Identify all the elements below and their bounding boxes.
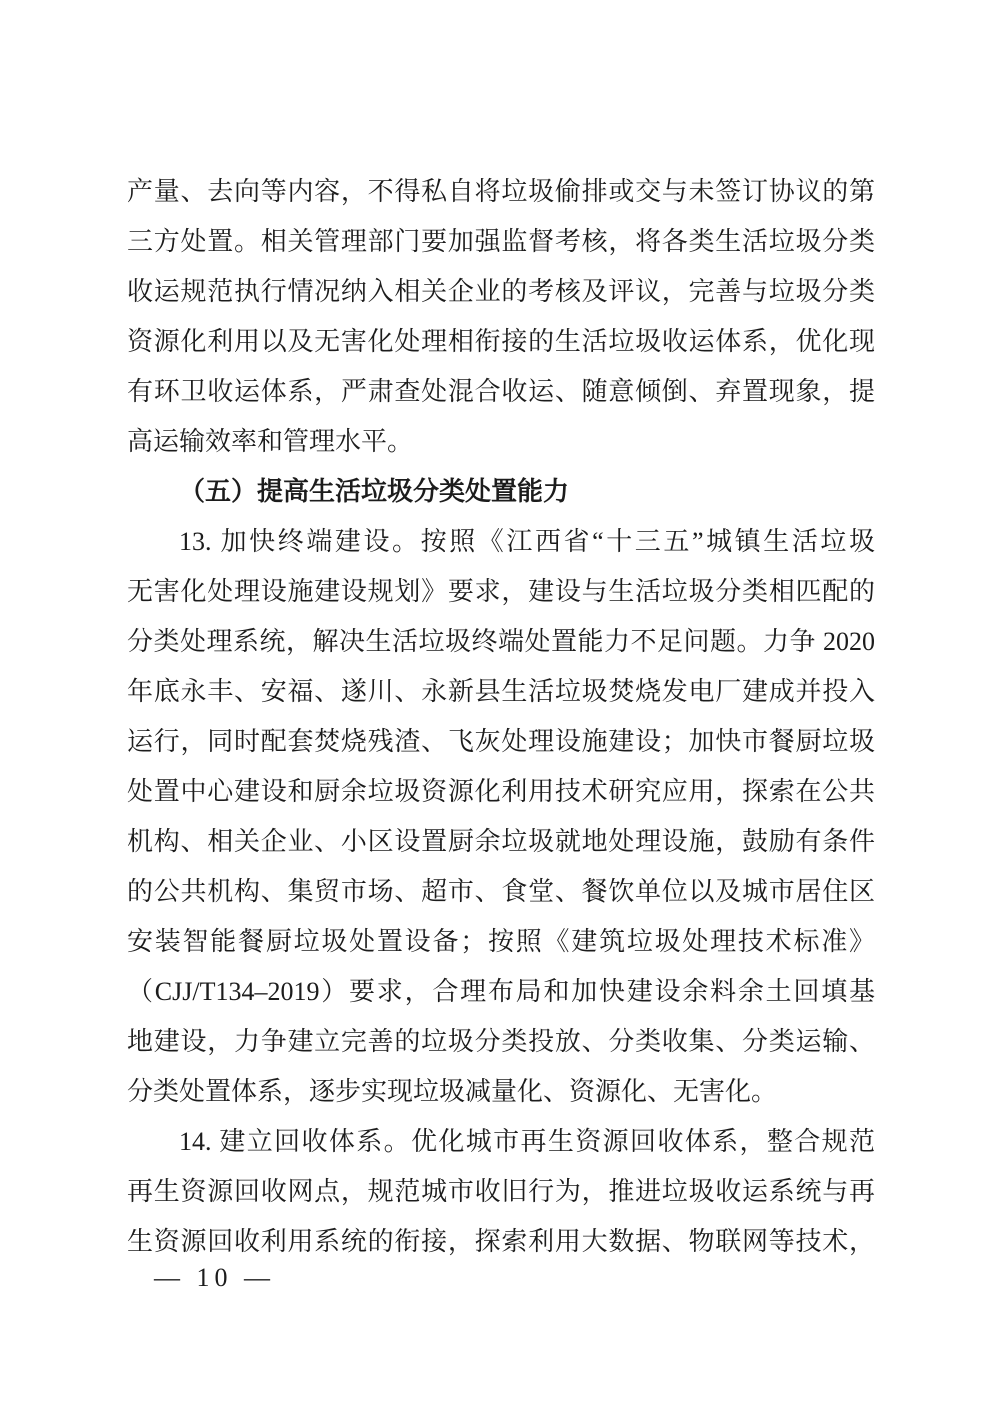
document-line: 无害化处理设施建设规划》要求，建设与生活垃圾分类相匹配的 — [127, 577, 875, 606]
document-line: 三方处置。相关管理部门要加强监督考核，将各类生活垃圾分类 — [127, 227, 875, 256]
document-line: 13. 加快终端建设。按照《江西省“十三五”城镇生活垃圾 — [179, 527, 875, 556]
document-line: 年底永丰、安福、遂川、永新县生活垃圾焚烧发电厂建成并投入 — [127, 677, 875, 706]
document-line: 生资源回收利用系统的衔接，探索利用大数据、物联网等技术， — [127, 1227, 875, 1256]
section-heading: （五）提高生活垃圾分类处置能力 — [179, 477, 570, 506]
document-line: 分类处置体系，逐步实现垃圾减量化、资源化、无害化。 — [127, 1077, 778, 1106]
document-line: 收运规范执行情况纳入相关企业的考核及评议，完善与垃圾分类 — [127, 277, 875, 306]
document-line: 再生资源回收网点，规范城市收旧行为，推进垃圾收运系统与再 — [127, 1177, 875, 1206]
document-line: 运行，同时配套焚烧残渣、飞灰处理设施建设；加快市餐厨垃圾 — [127, 727, 875, 756]
document-line: 高运输效率和管理水平。 — [127, 427, 414, 456]
document-line: 资源化利用以及无害化处理相衔接的生活垃圾收运体系，优化现 — [127, 327, 875, 356]
document-line: 有环卫收运体系，严肃查处混合收运、随意倾倒、弃置现象，提 — [127, 377, 875, 406]
document-line: 安装智能餐厨垃圾处置设备；按照《建筑垃圾处理技术标准》 — [127, 927, 875, 956]
document-line: 14. 建立回收体系。优化城市再生资源回收体系，整合规范 — [179, 1127, 875, 1156]
document-line: 机构、相关企业、小区设置厨余垃圾就地处理设施，鼓励有条件 — [127, 827, 875, 856]
document-line: 产量、去向等内容，不得私自将垃圾偷排或交与未签订协议的第 — [127, 177, 875, 206]
document-line: 的公共机构、集贸市场、超市、食堂、餐饮单位以及城市居住区 — [127, 877, 875, 906]
document-line: 地建设，力争建立完善的垃圾分类投放、分类收集、分类运输、 — [127, 1027, 875, 1056]
document-line: 分类处理系统，解决生活垃圾终端处置能力不足问题。力争 2020 — [127, 627, 875, 656]
document-line: （CJJ/T134–2019）要求，合理布局和加快建设余料余土回填基 — [127, 977, 875, 1006]
document-body — [127, 167, 875, 1267]
page-number: — 10 — — [154, 1263, 275, 1292]
document-line: 处置中心建设和厨余垃圾资源化利用技术研究应用，探索在公共 — [127, 777, 875, 806]
